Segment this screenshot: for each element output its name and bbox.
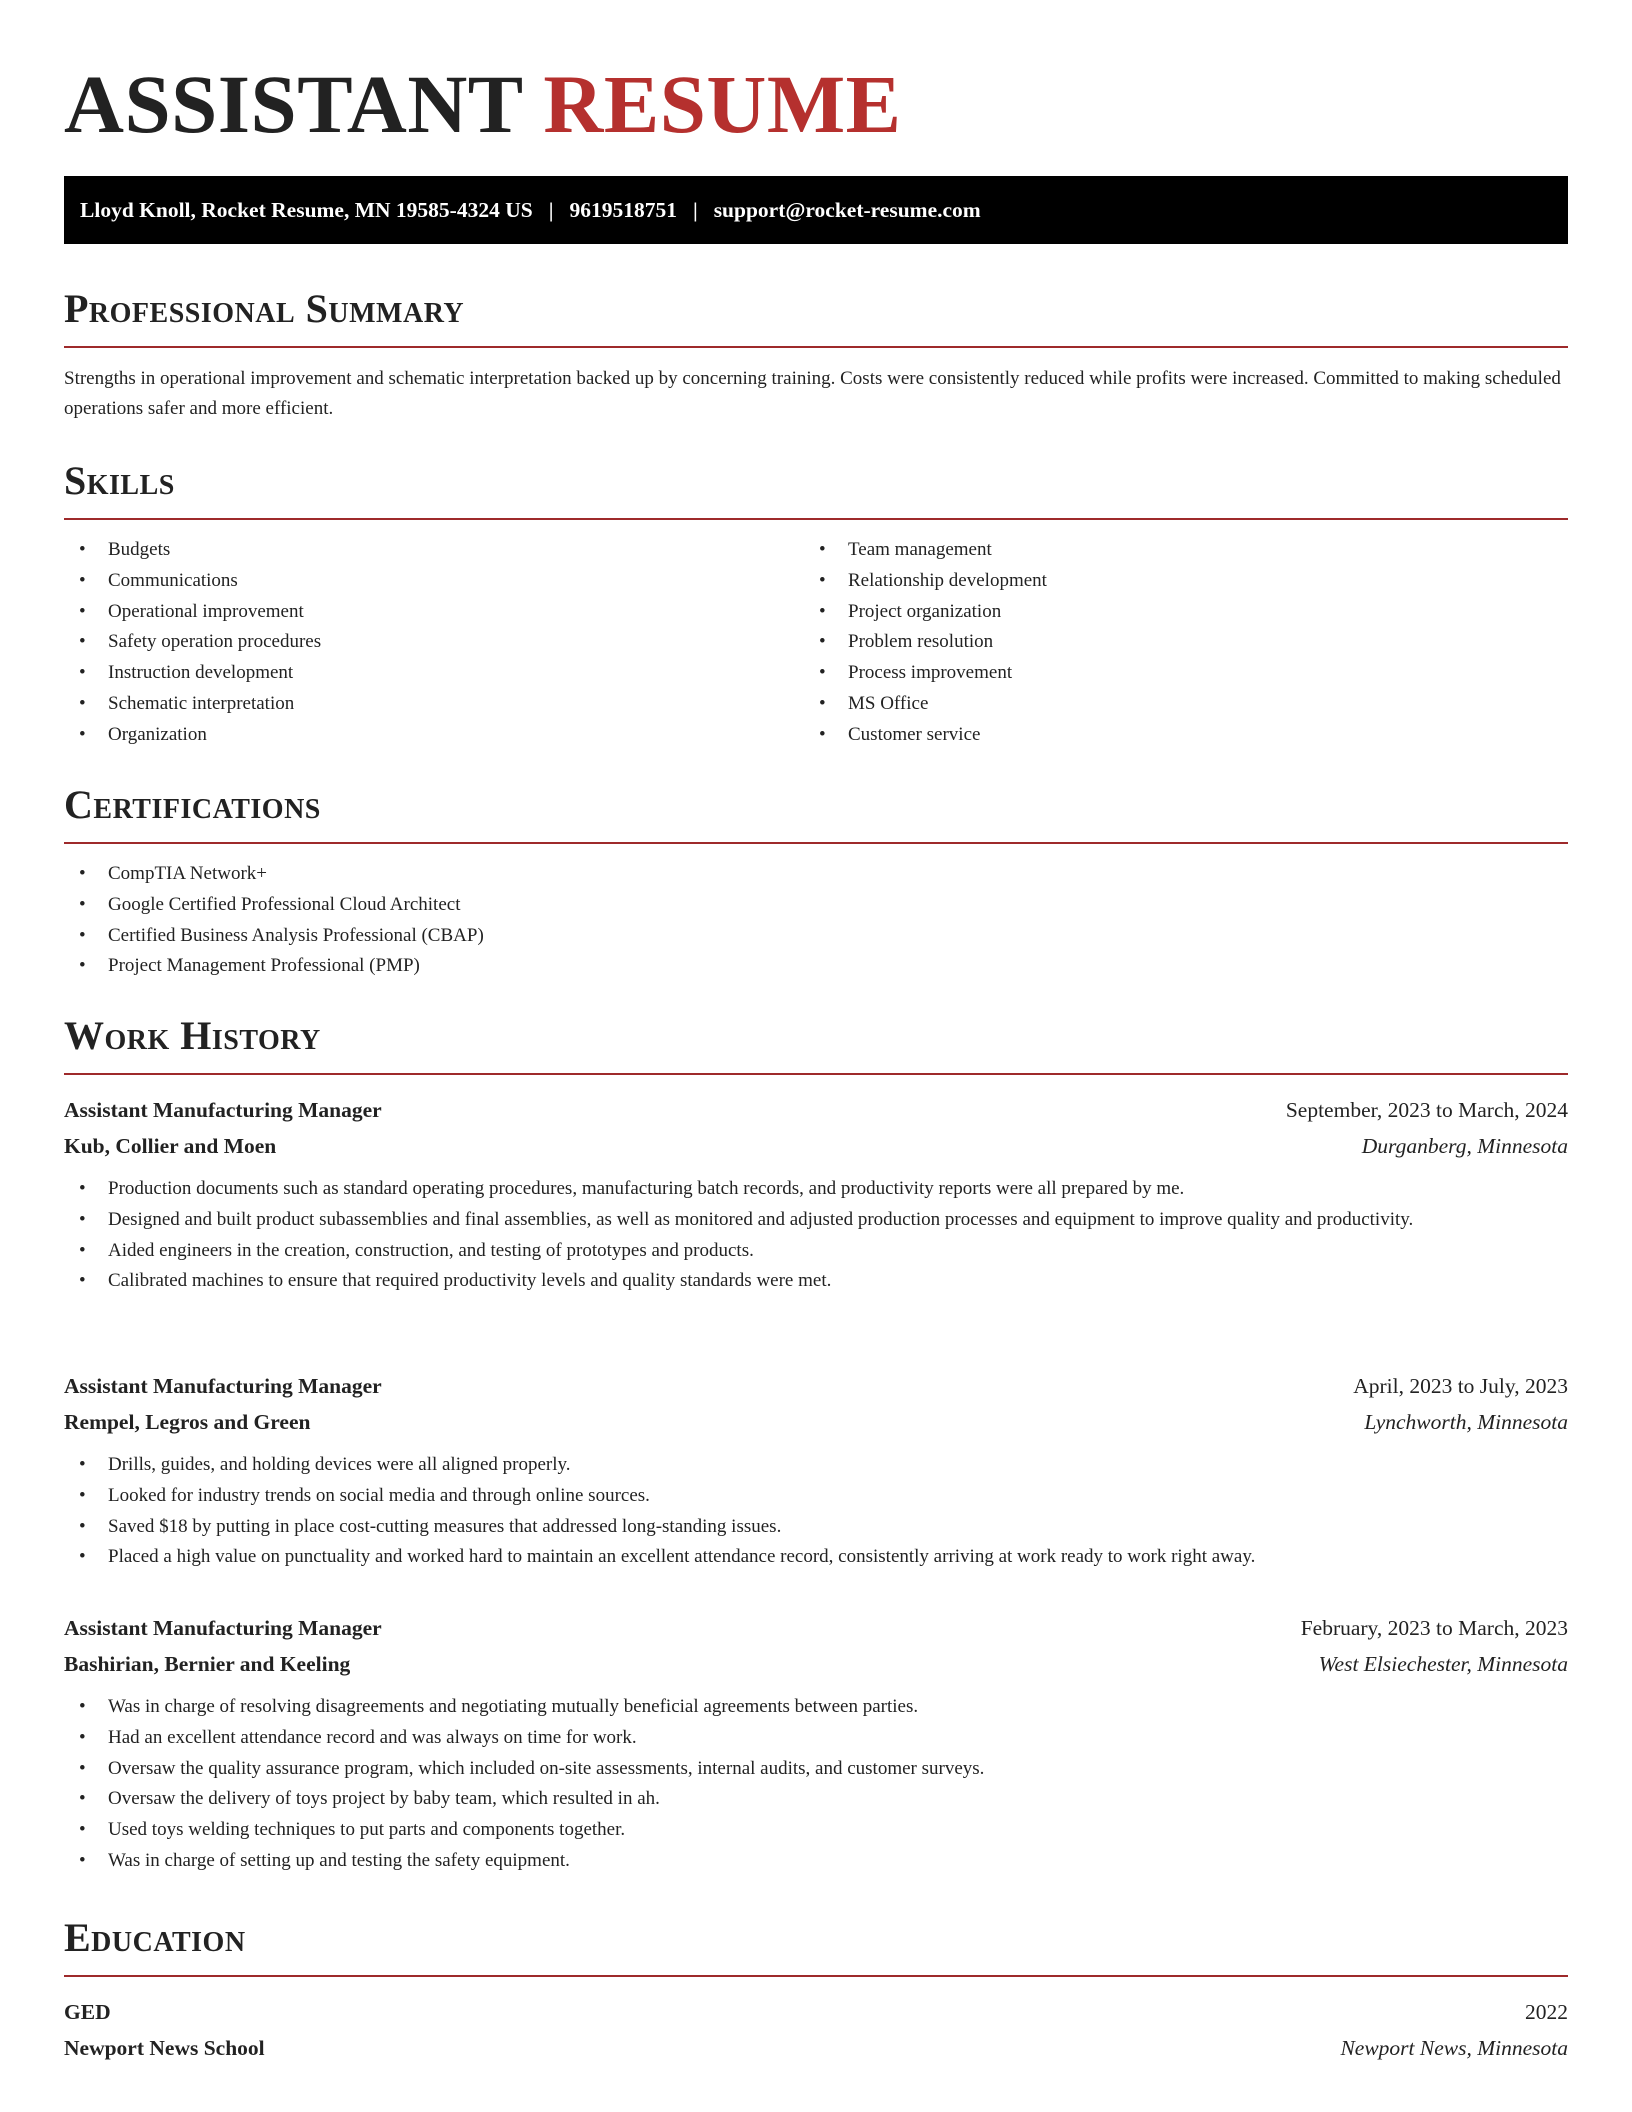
skill-item: • Customer service xyxy=(804,720,1544,751)
skills-right-column xyxy=(804,535,1544,751)
skill-item: • Budgets xyxy=(64,535,804,566)
section-divider xyxy=(64,1073,1568,1075)
job-location: West Elsiechester, Minnesota xyxy=(1318,1652,1568,1676)
job-bullet: • Aided engineers in the creation, construction, and testing of prototypes and products. xyxy=(64,1236,1568,1267)
summary-section xyxy=(64,286,1568,424)
certification-item: • Project Management Professional (PMP) xyxy=(64,951,1568,982)
job-header-row xyxy=(64,1610,1568,1646)
education-degree: GED xyxy=(64,2000,111,2024)
job-entry xyxy=(64,1092,1568,1297)
skill-item: • Project organization xyxy=(804,597,1544,628)
job-bullet: • Used toys welding techniques to put parts and components together. xyxy=(64,1815,1568,1846)
job-bullet: • Calibrated machines to ensure that required productivity levels and quality standards were met. xyxy=(64,1266,1568,1297)
summary-text: Strengths in operational improvement and schematic interpretation backed up by concerning training. Costs were consistently reduced while profits were increased. Committed to making scheduled operations safer and more efficient. xyxy=(64,368,1561,419)
skills-list-right xyxy=(804,535,1544,751)
work-history-section xyxy=(64,1013,1568,1075)
title-part-assistant: ASSISTANT xyxy=(64,58,523,150)
certifications-heading: Certifications xyxy=(64,782,321,827)
job-title: Assistant Manufacturing Manager xyxy=(64,1374,382,1398)
job-dates: September, 2023 to March, 2024 xyxy=(1285,1098,1568,1122)
job-bullet: • Looked for industry trends on social media and through online sources. xyxy=(64,1481,1568,1512)
resume-title xyxy=(64,58,902,150)
job-bullet: • Oversaw the quality assurance program, which included on-site assessments, internal audits, and customer surveys. xyxy=(64,1754,1568,1785)
job-title: Assistant Manufacturing Manager xyxy=(64,1616,382,1640)
skills-heading: Skills xyxy=(64,458,175,503)
skill-item: • MS Office xyxy=(804,689,1544,720)
summary-heading: Professional Summary xyxy=(64,286,465,331)
skill-item: • Communications xyxy=(64,566,804,597)
job-entry xyxy=(64,1368,1568,1573)
job-dates: April, 2023 to July, 2023 xyxy=(1353,1374,1568,1398)
job-company-row xyxy=(64,1404,1568,1440)
job-bullet: • Drills, guides, and holding devices were all aligned properly. xyxy=(64,1450,1568,1481)
job-bullet: • Placed a high value on punctuality and worked hard to maintain an excellent attendance record, consistently arriving at work ready to work right away. xyxy=(64,1542,1568,1573)
certifications-list xyxy=(64,859,1568,982)
skill-item: • Instruction development xyxy=(64,658,804,689)
job-location: Lynchworth, Minnesota xyxy=(1364,1410,1568,1434)
job-bullet: • Had an excellent attendance record and was always on time for work. xyxy=(64,1723,1568,1754)
skill-item: • Problem resolution xyxy=(804,627,1544,658)
education-heading: Education xyxy=(64,1915,246,1960)
certification-item: • Certified Business Analysis Professional (CBAP) xyxy=(64,921,1568,952)
skill-item: • Process improvement xyxy=(804,658,1544,689)
section-divider xyxy=(64,518,1568,520)
education-year: 2022 xyxy=(1525,2000,1568,2024)
skills-list-left xyxy=(64,535,804,751)
title-part-resume: RESUME xyxy=(543,58,902,150)
certifications-section xyxy=(64,782,1568,982)
contact-phone[interactable]: 9619518751 xyxy=(569,197,677,222)
job-bullet: • Was in charge of resolving disagreements and negotiating mutually beneficial agreements between parties. xyxy=(64,1692,1568,1723)
skill-item: • Operational improvement xyxy=(64,597,804,628)
job-dates: February, 2023 to March, 2023 xyxy=(1300,1616,1568,1640)
job-company-row xyxy=(64,1128,1568,1164)
education-entry xyxy=(64,1994,1568,2066)
job-company: Kub, Collier and Moen xyxy=(64,1134,277,1158)
job-company: Rempel, Legros and Green xyxy=(64,1410,311,1434)
job-location: Durganberg, Minnesota xyxy=(1361,1134,1568,1158)
education-school: Newport News School xyxy=(64,2036,265,2060)
job-header-row xyxy=(64,1368,1568,1404)
job-bullet: • Was in charge of setting up and testing the safety equipment. xyxy=(64,1846,1568,1877)
job-bullet: • Production documents such as standard operating procedures, manufacturing batch records, and productivity reports were all prepared by me. xyxy=(64,1174,1568,1205)
section-divider xyxy=(64,1975,1568,1977)
education-school-row xyxy=(64,2030,1568,2066)
skill-item: • Safety operation procedures xyxy=(64,627,804,658)
job-title: Assistant Manufacturing Manager xyxy=(64,1098,382,1122)
skill-item: • Team management xyxy=(804,535,1544,566)
job-company-row xyxy=(64,1646,1568,1682)
contact-separator: | xyxy=(548,197,554,222)
skills-columns xyxy=(64,535,1568,751)
section-divider xyxy=(64,346,1568,348)
job-bullets xyxy=(64,1450,1568,1573)
skill-item: • Organization xyxy=(64,720,804,751)
section-divider xyxy=(64,842,1568,844)
skills-left-column xyxy=(64,535,804,751)
skill-item: • Schematic interpretation xyxy=(64,689,804,720)
skill-item: • Relationship development xyxy=(804,566,1544,597)
job-entry xyxy=(64,1610,1568,1877)
job-bullet: • Saved $18 by putting in place cost-cutting measures that addressed long-standing issues. xyxy=(64,1512,1568,1543)
contact-separator: | xyxy=(692,197,698,222)
education-section xyxy=(64,1915,1568,1977)
contact-email[interactable]: support@rocket-resume.com xyxy=(713,197,981,222)
job-bullet: • Oversaw the delivery of toys project by baby team, which resulted in ah. xyxy=(64,1784,1568,1815)
job-bullets xyxy=(64,1174,1568,1297)
job-header-row xyxy=(64,1092,1568,1128)
job-bullet: • Designed and built product subassemblies and final assemblies, as well as monitored and adjusted production processes and equipment to improve quality and productivity. xyxy=(64,1205,1568,1236)
skills-section xyxy=(64,458,1568,751)
education-location: Newport News, Minnesota xyxy=(1340,2036,1568,2060)
certification-item: • CompTIA Network+ xyxy=(64,859,1568,890)
certification-item: • Google Certified Professional Cloud Architect xyxy=(64,890,1568,921)
work-history-heading: Work History xyxy=(64,1013,321,1058)
job-bullets xyxy=(64,1692,1568,1877)
education-header-row xyxy=(64,1994,1568,2030)
contact-bar xyxy=(64,176,1568,244)
job-company: Bashirian, Bernier and Keeling xyxy=(64,1652,351,1676)
contact-address: Lloyd Knoll, Rocket Resume, MN 19585-4324 US xyxy=(80,197,533,222)
